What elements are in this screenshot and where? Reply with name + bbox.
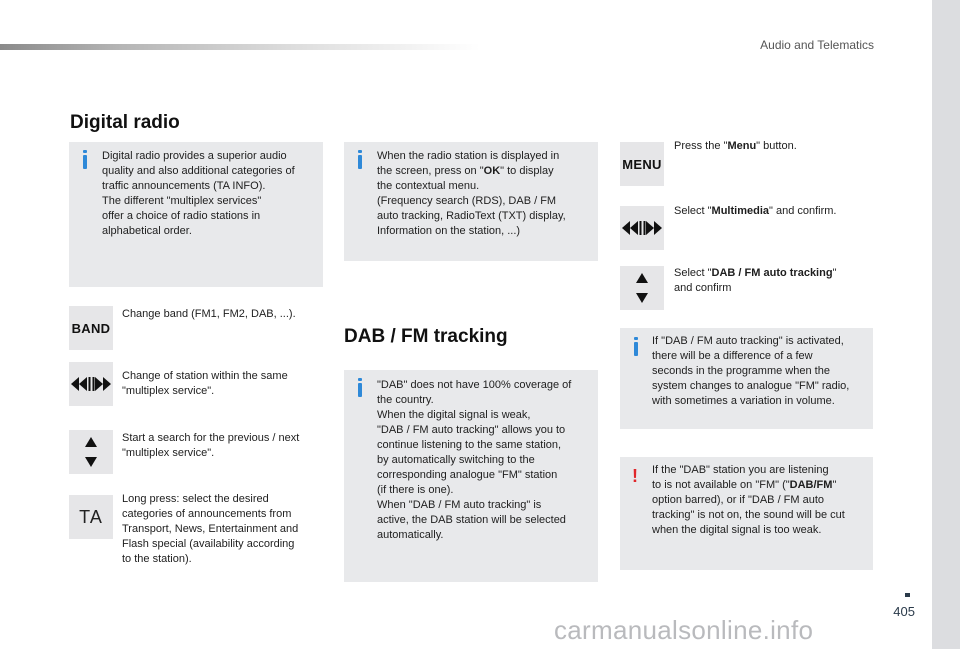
info-line: Digital radio provides a superior audio <box>102 150 287 162</box>
info-icon <box>83 155 87 169</box>
ta-button-icon: TA <box>69 495 113 539</box>
band-button-icon: BAND <box>69 306 113 350</box>
info-line: quality and also additional categories of <box>102 165 295 177</box>
section-name: Audio and Telematics <box>760 38 874 52</box>
up-down-arrows-icon <box>635 271 649 305</box>
ta-description: Long press: select the desired categories of announcements from Transport, News, Entertainment and Flash special (availability according to the station). <box>122 493 299 565</box>
updown-description: Start a search for the previous / next "multiplex service". <box>122 432 300 459</box>
up-down-buttons-icon <box>620 266 664 310</box>
info-line: The different "multiplex services" <box>102 195 262 207</box>
info-icon-dot <box>83 150 87 153</box>
seek-arrows-icon <box>70 376 112 392</box>
contextual-menu-info-box: When the radio station is displayed in the screen, press on "OK" to display the contextual menu. (Frequency search (RDS), DAB / FM auto tracking, RadioText (TXT) display, Information on the station, ...) <box>344 142 598 261</box>
info-icon-dot <box>358 150 362 153</box>
page-marker <box>905 593 910 597</box>
up-down-buttons-icon <box>69 430 113 474</box>
digital-radio-info-box <box>69 142 323 287</box>
step-select-dab-fm: Select "DAB / FM auto tracking" and confirm <box>674 267 837 294</box>
watermark: carmanualsonline.info <box>554 615 814 645</box>
info-icon <box>358 155 362 169</box>
step-press-menu: Press the "Menu" button. <box>674 140 797 152</box>
info-line: traffic announcements (TA INFO). <box>102 180 266 192</box>
header-gradient-bar <box>0 44 480 50</box>
seek-description: Change of station within the same "multiplex service". <box>122 370 288 397</box>
warning-icon: ! <box>632 466 638 486</box>
info-icon-dot <box>634 337 638 340</box>
info-icon-dot <box>358 378 362 381</box>
menu-button-icon: MENU <box>620 142 664 186</box>
info-line: offer a choice of radio stations in <box>102 210 261 222</box>
step-select-multimedia: Select "Multimedia" and confirm. <box>674 205 837 217</box>
dab-fm-tracking-title: DAB / FM tracking <box>344 326 508 347</box>
band-description: Change band (FM1, FM2, DAB, ...). <box>122 308 296 320</box>
seek-buttons-icon <box>620 206 664 250</box>
auto-tracking-info-box: If "DAB / FM auto tracking" is activated, there will be a difference of a few seconds in the programme when the system changes to analogue "FM" radio, with sometimes a variation in volume. <box>620 328 873 429</box>
up-down-arrows-icon <box>84 435 98 469</box>
info-line: alphabetical order. <box>102 225 192 237</box>
seek-buttons-icon <box>69 362 113 406</box>
info-icon <box>358 383 362 397</box>
dab-coverage-info-box: "DAB" does not have 100% coverage of the country. When the digital signal is weak, "DAB / FM auto tracking" allows you to continue listening to the same station, by automatically switching to the corresponding analogue "FM" station (if there is one). When "DAB / FM auto tracking" is active, the DAB station will be selected automatically. <box>344 370 598 582</box>
digital-radio-title: Digital radio <box>70 112 180 133</box>
page-number: 405 <box>893 604 915 619</box>
seek-arrows-icon <box>621 220 663 236</box>
info-icon <box>634 342 638 356</box>
page-edge-strip <box>932 0 960 649</box>
warning-box: ! If the "DAB" station you are listening to is not available on "FM" ("DAB/FM" option barred), or if "DAB / FM auto tracking" is not on, the sound will be cut when the digital signal is too weak. <box>620 457 873 570</box>
